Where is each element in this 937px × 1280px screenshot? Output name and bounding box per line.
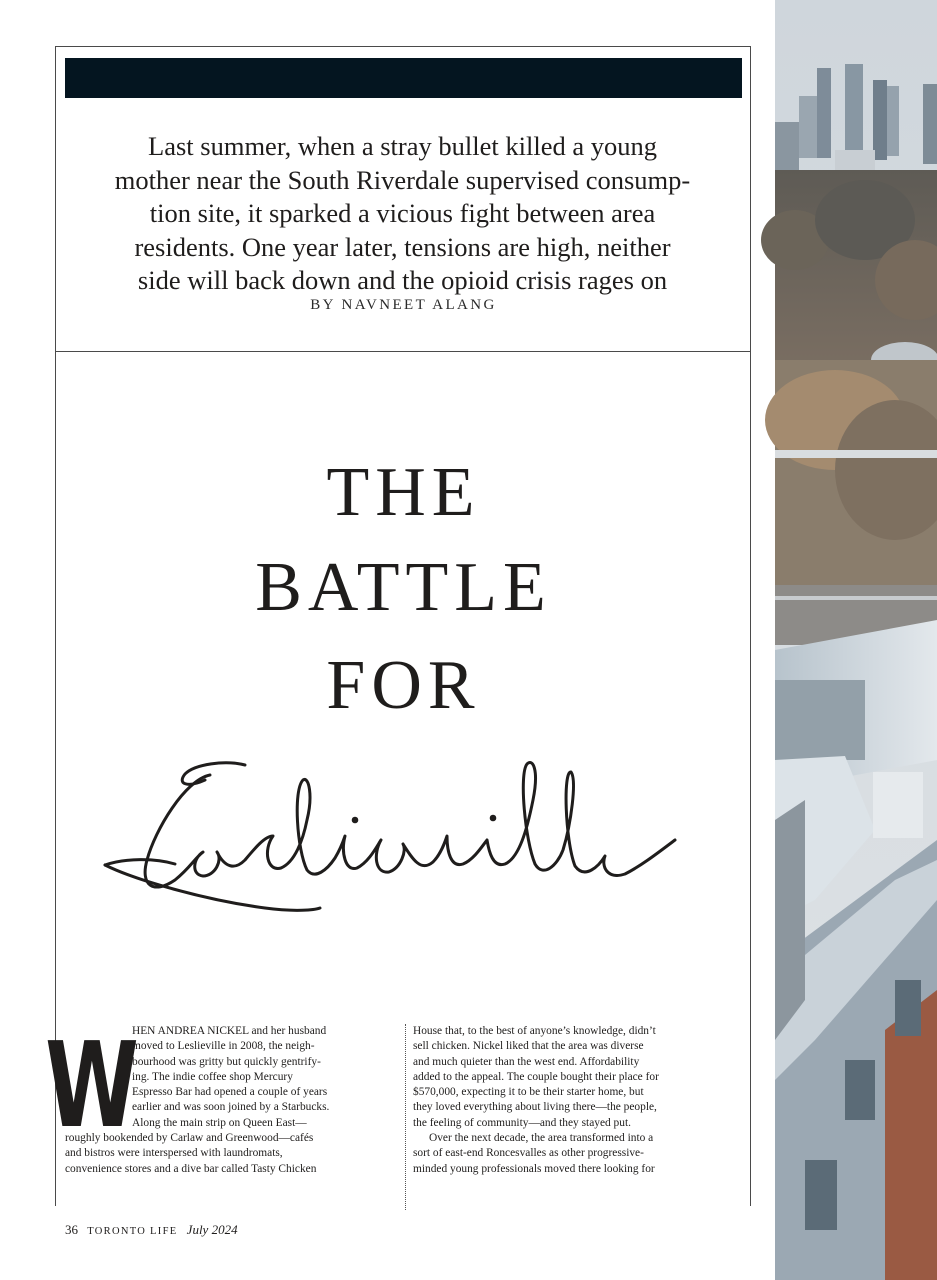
body-line: sort of east-end Roncesvalles as other progressive- [413, 1147, 644, 1160]
deck-line: residents. One year later, tensions are high, neither [134, 231, 671, 262]
body-line: sell chicken. Nickel liked that the area was diverse [413, 1040, 644, 1053]
page-number: 36 [65, 1222, 78, 1237]
deck-line: Last summer, when a stray bullet killed a young [148, 131, 657, 161]
header-bar [65, 58, 742, 98]
body-line: Along the main strip on Queen East— [132, 1116, 307, 1129]
leslieville-rooftop-photo [775, 0, 937, 1280]
body-line: Espresso Bar had opened a couple of years [132, 1086, 328, 1099]
deck-line: tion site, it sparked a vicious fight between area [149, 198, 656, 228]
deck-line: side will back down and the opioid crisis rages on [137, 265, 668, 295]
body-line: they loved everything about living there—the people, [413, 1101, 657, 1114]
body-line: convenience stores and a dive bar called Tasty Chicken [65, 1162, 317, 1175]
section-divider [55, 351, 751, 352]
body-line: House that, to the best of anyone’s knowledge, didn’t [413, 1025, 656, 1037]
headline-line-1: THE [326, 454, 481, 531]
body-line: moved to Leslieville in 2008, the neigh- [132, 1040, 315, 1053]
issue-date: July 2024 [186, 1222, 238, 1237]
byline: BY NAVNEET ALANG [310, 297, 497, 313]
body-line: minded young professionals moved there looking for [413, 1162, 655, 1175]
column-separator [405, 1024, 406, 1210]
body-line: and bistros were interspersed with laundromats, [65, 1147, 283, 1160]
body-line: HEN ANDREA NICKEL and her husband [132, 1025, 327, 1037]
body-line: ing. The indie coffee shop Mercury [132, 1070, 293, 1083]
body-line: $570,000, expecting it to be their starter home, but [413, 1086, 644, 1099]
body-column-2 [413, 1024, 749, 1177]
drop-cap-letter: W [45, 1018, 139, 1155]
body-line: Over the next decade, the area transformed into a [429, 1132, 654, 1145]
body-column-1 [65, 1024, 401, 1177]
headline-script-leslieville [95, 740, 695, 920]
magazine-name: TORONTO LIFE [87, 1226, 178, 1237]
article-deck [75, 130, 730, 298]
headline-line-2: BATTLE [255, 549, 552, 626]
page-folio [65, 1222, 238, 1238]
body-line: bourhood was gritty but quickly gentrify- [132, 1055, 321, 1068]
body-line: added to the appeal. The couple bought their place for [413, 1070, 659, 1083]
body-line: and much quieter than the west end. Affordability [413, 1055, 640, 1068]
body-line: earlier and was soon joined by a Starbucks. [132, 1101, 330, 1114]
headline-line-3: FOR [326, 647, 481, 724]
deck-line: mother near the South Riverdale supervised consump- [114, 164, 691, 195]
body-line: the feeling of community—and they stayed put. [413, 1116, 631, 1129]
body-line: roughly bookended by Carlaw and Greenwood—cafés [65, 1132, 314, 1145]
